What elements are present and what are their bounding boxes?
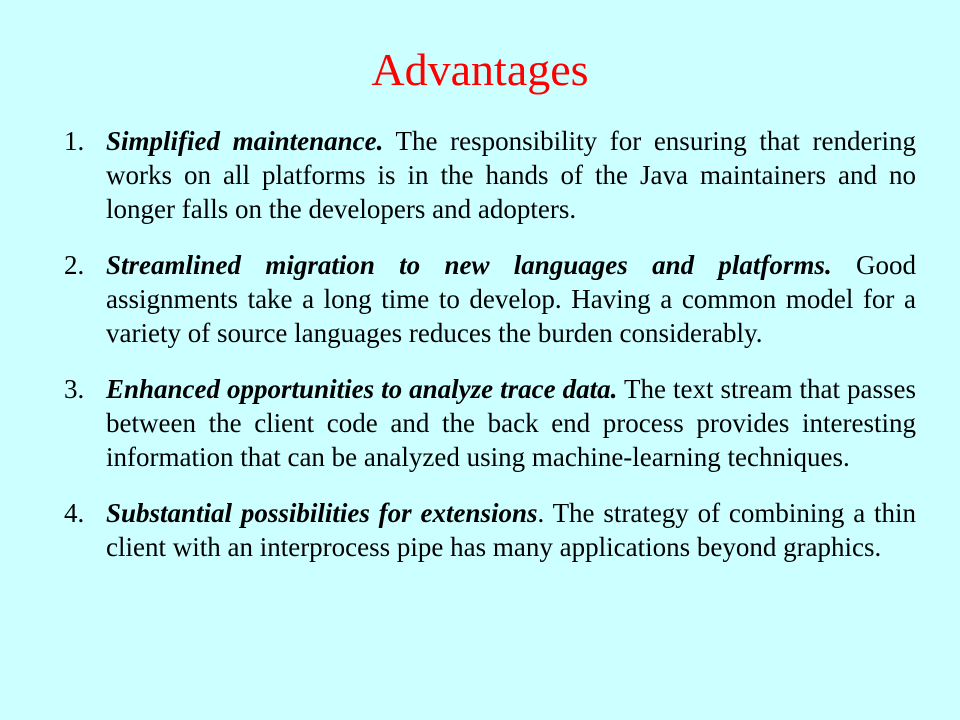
item-lead: Streamlined migration to new languages and platforms.	[106, 250, 832, 280]
item-number: 2.	[64, 250, 85, 280]
item-text: Good assignments take a long time to develop. Having a common model for a variety of source languages reduces the burden considerably.	[106, 250, 917, 348]
list-item	[64, 496, 916, 564]
item-text: The responsibility for ensuring that rendering works on all platforms is in the hands of the Java maintainers and no longer falls on the developers and adopters.	[106, 126, 916, 224]
item-text: The text stream that passes between the client code and the back end process provides interesting information that can be analyzed using machine-learning techniques.	[106, 374, 916, 472]
item-lead: Simplified maintenance.	[106, 126, 384, 156]
list-item	[64, 372, 916, 474]
item-number: 4.	[64, 498, 85, 528]
slide-title: Advantages	[371, 44, 589, 95]
item-body	[106, 124, 916, 226]
item-lead: Enhanced opportunities to analyze trace data.	[106, 374, 618, 404]
advantages-list	[64, 124, 916, 586]
item-number: 3.	[64, 374, 85, 404]
item-body	[106, 372, 916, 474]
item-body	[106, 496, 916, 564]
list-item	[64, 124, 916, 226]
item-number: 1.	[64, 126, 85, 156]
list-item	[64, 248, 916, 350]
item-lead: Substantial possibilities for extensions	[106, 498, 538, 528]
item-text: . The strategy of combining a thin client with an interprocess pipe has many applications beyond graphics.	[106, 498, 916, 562]
item-body	[106, 248, 916, 350]
